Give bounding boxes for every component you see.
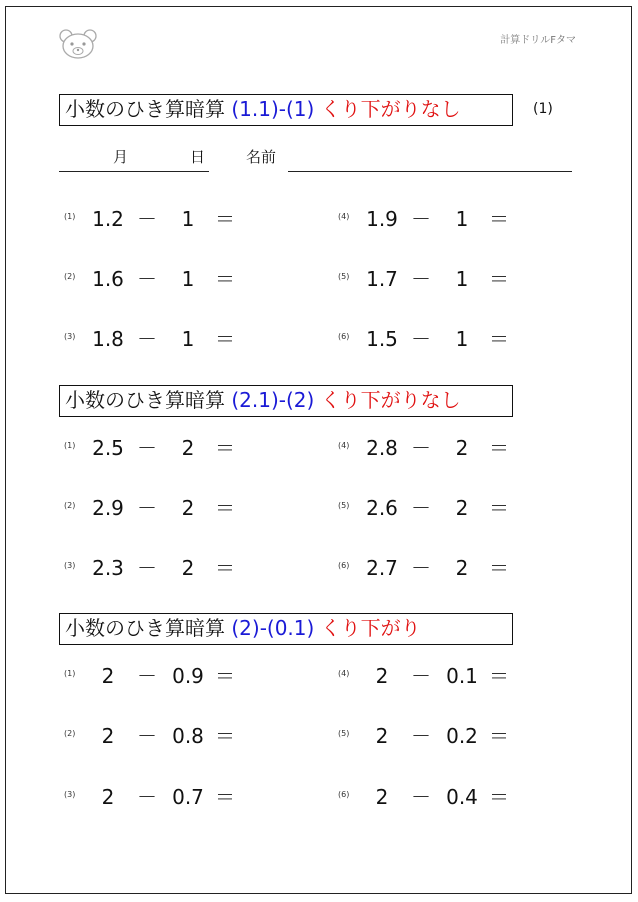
problem-number: (5) — [338, 729, 350, 738]
minus-sign: － — [137, 556, 157, 580]
problem-number: (6) — [338, 332, 350, 341]
operand-b: 0.1 — [446, 664, 478, 688]
minus-sign: － — [411, 724, 431, 748]
bear-logo-icon — [58, 28, 98, 60]
minus-sign: － — [137, 724, 157, 748]
problem-item — [64, 324, 244, 354]
problem-number: (6) — [338, 561, 350, 570]
operand-a: 1.5 — [366, 327, 398, 351]
equals-sign: ＝ — [489, 207, 509, 231]
problem-number: (6) — [338, 790, 350, 799]
section-title — [59, 613, 513, 645]
equals-sign: ＝ — [489, 785, 509, 809]
operand-b: 1 — [455, 207, 469, 231]
equals-sign: ＝ — [215, 664, 235, 688]
equals-sign: ＝ — [489, 724, 509, 748]
title-main: 小数のひき算暗算 — [65, 616, 225, 640]
operand-b: 1 — [181, 327, 195, 351]
operand-b: 1 — [455, 327, 469, 351]
problem-number: (5) — [338, 272, 350, 281]
operand-a: 2.7 — [366, 556, 398, 580]
problem-item — [338, 661, 518, 691]
section-title — [59, 385, 513, 417]
problem-item — [64, 204, 244, 234]
minus-sign: － — [137, 327, 157, 351]
operand-b: 1 — [181, 267, 195, 291]
equals-sign: ＝ — [215, 267, 235, 291]
equals-sign: ＝ — [215, 556, 235, 580]
minus-sign: － — [411, 785, 431, 809]
operand-b: 1 — [181, 207, 195, 231]
operand-a: 2 — [101, 664, 115, 688]
equals-sign: ＝ — [215, 327, 235, 351]
operand-b: 2 — [181, 436, 195, 460]
problem-item — [64, 661, 244, 691]
sheet-number: (1) — [533, 101, 553, 117]
problem-item — [338, 493, 518, 523]
operand-a: 2 — [375, 785, 389, 809]
title-condition: くり下がりなし — [320, 388, 461, 412]
equals-sign: ＝ — [215, 436, 235, 460]
equals-sign: ＝ — [215, 724, 235, 748]
operand-b: 2 — [181, 556, 195, 580]
problem-number: (2) — [64, 272, 76, 281]
equals-sign: ＝ — [489, 267, 509, 291]
equals-sign: ＝ — [215, 207, 235, 231]
date-underline — [59, 171, 209, 172]
problem-item — [64, 721, 244, 751]
minus-sign: － — [137, 664, 157, 688]
problem-item — [338, 782, 518, 812]
minus-sign: － — [411, 267, 431, 291]
problem-number: (4) — [338, 212, 350, 221]
title-condition: くり下がり — [320, 616, 421, 640]
operand-b: 2 — [455, 556, 469, 580]
operand-a: 2 — [375, 724, 389, 748]
problem-number: (3) — [64, 332, 76, 341]
problem-item — [338, 433, 518, 463]
operand-b: 0.7 — [172, 785, 204, 809]
problem-item — [64, 493, 244, 523]
problem-number: (2) — [64, 729, 76, 738]
problem-item — [64, 433, 244, 463]
title-condition: くり下がりなし — [320, 97, 461, 121]
operand-a: 1.7 — [366, 267, 398, 291]
operand-a: 2.3 — [92, 556, 124, 580]
equals-sign: ＝ — [215, 496, 235, 520]
problem-item — [64, 782, 244, 812]
section-title — [59, 94, 513, 126]
operand-b: 2 — [181, 496, 195, 520]
problem-number: (5) — [338, 501, 350, 510]
problem-number: (3) — [64, 790, 76, 799]
operand-a: 2.6 — [366, 496, 398, 520]
problem-number: (1) — [64, 669, 76, 678]
problem-number: (1) — [64, 441, 76, 450]
minus-sign: － — [411, 496, 431, 520]
name-label: 名前 — [246, 148, 277, 166]
minus-sign: － — [411, 664, 431, 688]
minus-sign: － — [137, 785, 157, 809]
operand-a: 2.5 — [92, 436, 124, 460]
problem-number: (3) — [64, 561, 76, 570]
minus-sign: － — [137, 436, 157, 460]
equals-sign: ＝ — [489, 327, 509, 351]
operand-b: 0.2 — [446, 724, 478, 748]
problem-item — [338, 324, 518, 354]
operand-b: 0.8 — [172, 724, 204, 748]
operand-b: 1 — [455, 267, 469, 291]
name-underline — [288, 171, 572, 172]
problem-number: (1) — [64, 212, 76, 221]
operand-b: 2 — [455, 436, 469, 460]
equals-sign: ＝ — [489, 496, 509, 520]
problem-item — [64, 264, 244, 294]
minus-sign: － — [411, 436, 431, 460]
minus-sign: － — [137, 267, 157, 291]
title-main: 小数のひき算暗算 — [65, 97, 225, 121]
month-label: 月 — [113, 148, 129, 166]
operand-a: 2 — [101, 785, 115, 809]
equals-sign: ＝ — [489, 664, 509, 688]
operand-a: 1.9 — [366, 207, 398, 231]
day-label: 日 — [190, 148, 206, 166]
problem-number: (2) — [64, 501, 76, 510]
brand-label: 計算ドリルFタマ — [500, 35, 576, 46]
problem-item — [338, 721, 518, 751]
operand-b: 0.4 — [446, 785, 478, 809]
problem-item — [64, 553, 244, 583]
problem-item — [338, 204, 518, 234]
operand-a: 2.8 — [366, 436, 398, 460]
operand-a: 1.6 — [92, 267, 124, 291]
title-range: (2)-(0.1) — [231, 616, 315, 640]
title-main: 小数のひき算暗算 — [65, 388, 225, 412]
minus-sign: － — [137, 207, 157, 231]
operand-a: 1.2 — [92, 207, 124, 231]
operand-b: 0.9 — [172, 664, 204, 688]
operand-b: 2 — [455, 496, 469, 520]
problem-number: (4) — [338, 669, 350, 678]
minus-sign: － — [411, 327, 431, 351]
equals-sign: ＝ — [489, 556, 509, 580]
problem-number: (4) — [338, 441, 350, 450]
title-range: (1.1)-(1) — [231, 97, 315, 121]
operand-a: 2 — [375, 664, 389, 688]
minus-sign: － — [411, 556, 431, 580]
operand-a: 2.9 — [92, 496, 124, 520]
operand-a: 1.8 — [92, 327, 124, 351]
minus-sign: － — [411, 207, 431, 231]
equals-sign: ＝ — [215, 785, 235, 809]
operand-a: 2 — [101, 724, 115, 748]
equals-sign: ＝ — [489, 436, 509, 460]
title-range: (2.1)-(2) — [231, 388, 315, 412]
problem-item — [338, 553, 518, 583]
problem-item — [338, 264, 518, 294]
minus-sign: － — [137, 496, 157, 520]
